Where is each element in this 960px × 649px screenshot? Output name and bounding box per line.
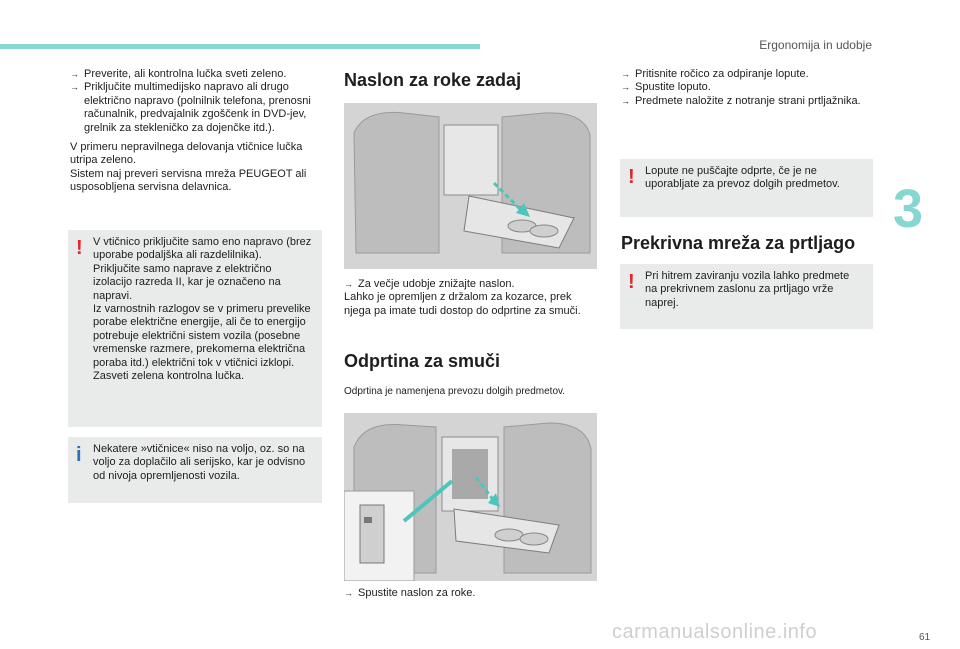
warning-text: Lopute ne puščajte odprte, če je ne uporabljate za prevoz dolgih predmetov.	[645, 165, 840, 191]
info-text: Nekatere »vtičnice« niso na voljo, oz. so na voljo za doplačilo ali serijsko, kar je odvisno od nivoja opremljenosti vozila.	[93, 443, 306, 482]
bullet-list	[344, 278, 598, 291]
intro-text: Odprtina je namenjena prevozu dolgih predmetov.	[344, 386, 566, 397]
column-left	[70, 68, 320, 195]
list-item: → Pritisnite ročico za odpiranje lopute.	[621, 68, 873, 81]
info-box	[68, 437, 322, 503]
armrest-photo	[344, 103, 597, 269]
page-number: 61	[919, 632, 931, 643]
list-item: → Predmete naložite z notranje strani prtljažnika.	[621, 95, 873, 108]
ski-hatch-illustration	[344, 413, 597, 581]
warning-icon: !	[76, 237, 83, 259]
warning-icon: !	[628, 271, 635, 293]
list-item: → Preverite, ali kontrolna lučka sveti zeleno.	[70, 68, 320, 81]
list-item: → Spustite loputo.	[621, 81, 873, 94]
warning-box	[620, 264, 873, 329]
warning-text: Iz varnostnih razlogov se v primeru prevelike porabe električne energije, ali če to energijo potrebuje električni sistem vozila (posebne vremenske razmere, prekomerna električna poraba itd.) električni tok v vtičnici izklopi. Zasveti zelena kontrolna lučka.	[93, 303, 311, 383]
warning-text: Priključite samo naprave z električno izolacijo razreda II, kar je označeno na napravi.	[93, 262, 281, 302]
watermark: carmanualsonline.info	[612, 621, 818, 643]
column-middle-text	[344, 278, 598, 318]
list-item: → Spustite naslon za roke.	[344, 587, 598, 600]
paragraph: V primeru nepravilnega delovanja vtičnice lučka utripa zeleno.	[70, 141, 303, 167]
heading-armrest: Naslon za roke zadaj	[344, 70, 522, 90]
warning-box	[620, 159, 873, 217]
chapter-number: 3	[893, 179, 924, 239]
warning-icon: !	[628, 166, 635, 188]
warning-text: Pri hitrem zaviranju vozila lahko predmete na prekrivnem zaslonu za prtljago vrže naprej.	[645, 270, 850, 309]
bullet-list	[344, 587, 598, 600]
info-icon: i	[76, 444, 82, 466]
heading-ski-hatch: Odprtina za smuči	[344, 351, 501, 371]
section-title: Ergonomija in udobje	[759, 38, 872, 52]
paragraph: Lahko je opremljen z držalom za kozarce, prek njega pa imate tudi dostop do odprtine za smuči.	[344, 291, 581, 317]
list-item: → Za večje udobje znižajte naslon.	[344, 278, 598, 291]
paragraph: Sistem naj preveri servisna mreža PEUGEOT ali usposobljena servisna delavnica.	[70, 167, 307, 194]
armrest-illustration	[344, 103, 597, 269]
bullet-list	[621, 68, 873, 108]
ski-hatch-photo	[344, 413, 597, 581]
warning-text: V vtičnico priključite samo eno napravo (brez uporabe podaljška ali razdelilnika).	[93, 236, 312, 262]
list-item: → Priključite multimedijsko napravo ali drugo električno napravo (polnilnik telefona, prenosni računalnik, predvajalnik zgoščenk in DVD-jev, grelnik za stekleničko za dojenčke itd.).	[70, 81, 320, 135]
warning-box	[68, 230, 322, 427]
bullet-list	[70, 68, 320, 135]
heading-luggage-net: Prekrivna mreža za prtljago	[621, 233, 856, 253]
header-accent-bar	[0, 44, 480, 49]
